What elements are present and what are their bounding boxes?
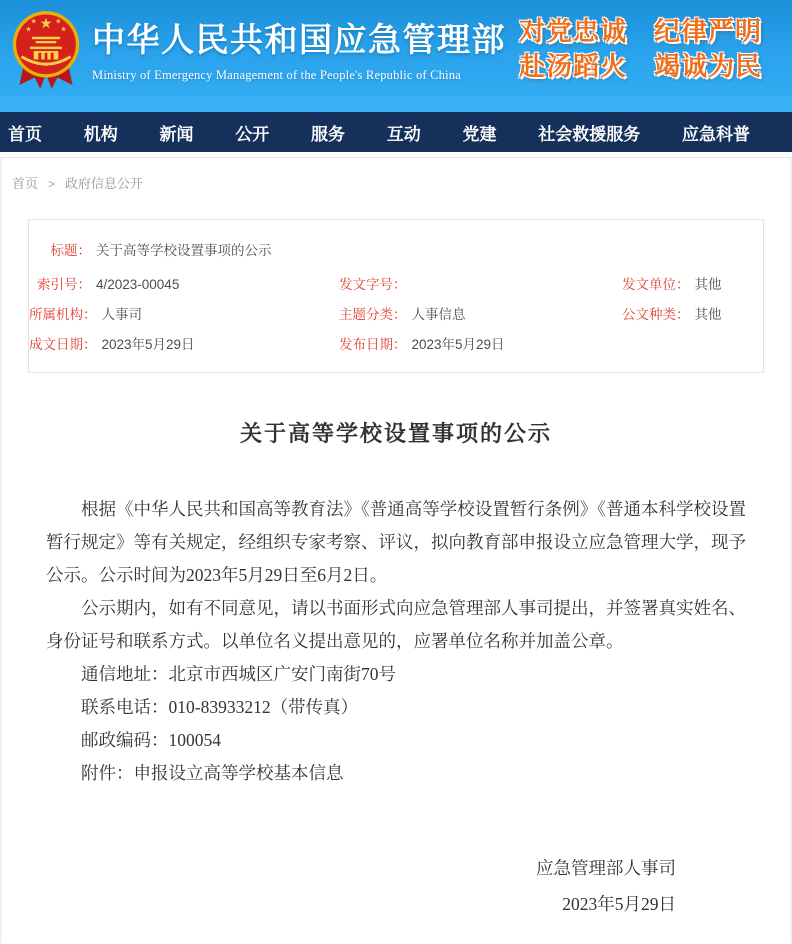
meta-value-institution: 人事司 <box>101 307 142 322</box>
nav-item-hudong[interactable]: 互动 <box>386 124 421 144</box>
contact-phone: 联系电话：010-83933212（带传真） <box>81 697 359 717</box>
document-paragraph-1: 根据《中华人民共和国高等教育法》《普通高等学校设置暂行条例》《普通本科学校设置暂行规定》等有关规定，经组织专家考察、评议，拟向教育部申报设立应急管理大学，现予公示。公示时间为2023年5月29日至6月2日。 <box>46 499 746 585</box>
nav-item-kepu[interactable]: 应急科普 <box>682 124 750 144</box>
slogan-line-2: 赴汤蹈火 竭诚为民 <box>518 52 762 81</box>
signature-department: 应急管理部人事司 <box>536 858 676 878</box>
document-meta-table <box>28 219 764 373</box>
breadcrumb <box>2 158 790 192</box>
meta-cell-doc-no <box>339 270 622 300</box>
breadcrumb-separator: > <box>48 177 56 191</box>
main-nav <box>0 112 792 152</box>
meta-cell-index-no <box>29 270 339 300</box>
meta-cell-topic <box>339 300 622 330</box>
meta-label-institution: 所属机构： <box>29 307 97 322</box>
meta-cell-institution <box>29 300 339 330</box>
meta-cell-doc-type <box>622 300 763 330</box>
meta-label-title: 标题： <box>50 243 91 258</box>
breadcrumb-current[interactable]: 政府信息公开 <box>65 176 144 191</box>
document-body <box>46 493 746 922</box>
meta-value-index-no: 4/2023-00045 <box>96 277 180 292</box>
document-title: 关于高等学校设置事项的公示 <box>239 421 552 446</box>
contact-address: 通信地址：北京市西城区广安门南街70号 <box>81 664 396 684</box>
meta-row-2 <box>29 270 763 300</box>
meta-value-publish-date: 2023年5月29日 <box>411 337 505 352</box>
meta-label-issuing-unit: 发文单位： <box>622 277 690 292</box>
site-header <box>0 0 792 96</box>
meta-value-written-date: 2023年5月29日 <box>101 337 195 352</box>
slogan-line-1: 对党忠诚 纪律严明 <box>518 17 762 46</box>
nav-item-home[interactable]: 首页 <box>8 124 42 144</box>
signature-date: 2023年5月29日 <box>562 894 676 914</box>
meta-cell-publish-date <box>339 330 622 360</box>
site-name: 中华人民共和国应急管理部 <box>92 20 506 58</box>
meta-value-title: 关于高等学校设置事项的公示 <box>96 243 272 258</box>
meta-cell-issuing-unit <box>622 270 763 300</box>
nav-item-gongkai[interactable]: 公开 <box>235 124 270 144</box>
header-divider-strip <box>0 96 792 112</box>
national-emblem-icon <box>10 9 82 91</box>
meta-row-4 <box>29 330 763 360</box>
attachment-line: 附件：申报设立高等学校基本信息 <box>81 763 344 783</box>
nav-item-dangjian[interactable]: 党建 <box>462 124 497 144</box>
site-name-en: Ministry of Emergency Management of the People's Republic of China <box>92 67 461 82</box>
nav-item-fuwu[interactable]: 服务 <box>311 124 345 144</box>
nav-item-jiuyuan[interactable]: 社会救援服务 <box>538 124 641 144</box>
meta-cell-written-date <box>29 330 339 360</box>
site-title-block <box>92 14 506 83</box>
meta-label-doc-no: 发文字号： <box>339 277 407 292</box>
meta-label-written-date: 成文日期： <box>29 337 97 352</box>
header-slogan <box>519 12 762 84</box>
meta-row-3 <box>29 300 763 330</box>
nav-item-xinwen[interactable]: 新闻 <box>159 124 194 144</box>
breadcrumb-home[interactable]: 首页 <box>12 176 39 191</box>
meta-value-issuing-unit: 其他 <box>694 277 722 292</box>
signature-block <box>46 850 746 922</box>
meta-label-doc-type: 公文种类： <box>622 307 690 322</box>
nav-item-jigou[interactable]: 机构 <box>83 124 118 144</box>
page-content <box>0 157 792 943</box>
document-paragraph-2: 公示期内，如有不同意见，请以书面形式向应急管理部人事司提出，并签署真实姓名、身份证号和联系方式。以单位名义提出意见的，应署单位名称并加盖公章。 <box>46 598 746 651</box>
meta-value-topic: 人事信息 <box>411 307 466 322</box>
meta-label-index-no: 索引号： <box>37 277 91 292</box>
meta-cell-empty <box>622 330 763 360</box>
site-logo-link[interactable] <box>10 5 506 91</box>
meta-cell-title <box>29 236 763 266</box>
meta-label-publish-date: 发布日期： <box>339 337 407 352</box>
contact-postcode: 邮政编码：100054 <box>81 730 221 750</box>
meta-value-doc-type: 其他 <box>694 307 722 322</box>
meta-row-title <box>29 236 763 266</box>
meta-label-topic: 主题分类： <box>339 307 407 322</box>
